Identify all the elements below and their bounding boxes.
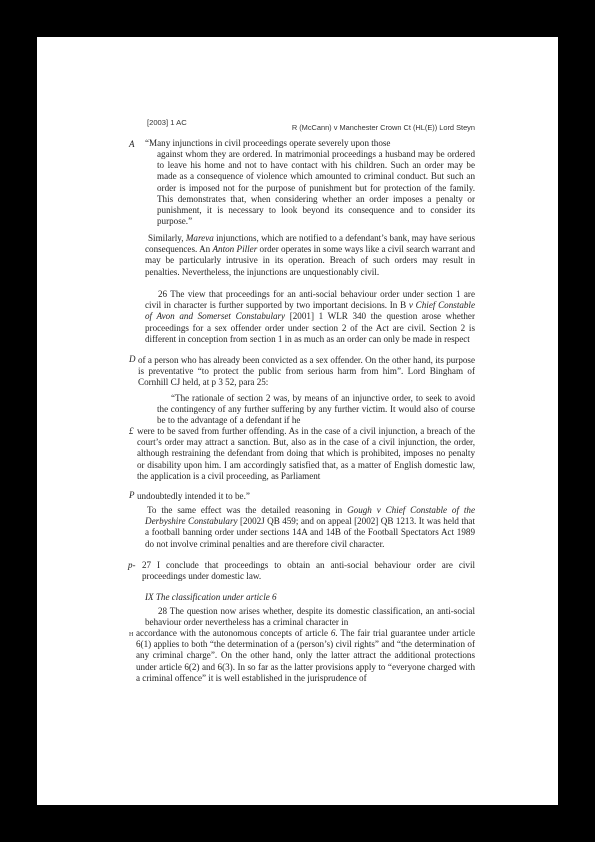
paragraph-27: 27 I conclude that proceedings to obtain an anti-social behaviour order are civil proceedings under domestic law.	[142, 560, 475, 582]
mareva-paragraph: Similarly, Mareva injunctions, which are notified to a defendant’s bank, may have serious consequences. An Anton Piller order operates in some ways like a civil search warrant and may be particularly intrusive in its operation. Breach of such orders may result in penalties. Nevertheless, the injunctions are unquestionably civil.	[145, 233, 475, 277]
quote-2-end: undoubtedly intended it to be.”	[137, 491, 250, 501]
paragraph-26: 26 The view that proceedings for an anti-social behaviour order under section 1 are civil in character is further supported by two important decisions. In B v Chief Constable of Avon and Somerset Constabulary [2001] 1 WLR 340 the question arose whether proceedings for a sex offender order under section 2 of the Act are civil. Section 2 is different in conception from section 1 in as much as an order can only be made in respect	[145, 289, 476, 344]
quote-1-first-line: “Many injunctions in civil proceedings operate severely upon those	[145, 138, 391, 148]
paragraph-28-continued: accordance with the autonomous concepts of article 6. The fair trial guarantee under article 6(1) applies to both “the determination of a (person’s) civil rights” and “the determination of any criminal charge”. On the other hand, only the latter attract the additional protections under article 6(2) and 6(3). In so far as the latter provisions apply to “everyone charged with a criminal offence” it is well established in the jurisprudence of	[136, 628, 476, 683]
paragraph-28-first: 28 The question now arises whether, despite its domestic classification, an anti-social behaviour order nevertheless has a criminal character in	[145, 606, 475, 628]
margin-letter-h: H	[129, 632, 134, 638]
margin-letter-e: £	[129, 426, 134, 436]
header-citation: [2003] 1 AC	[147, 118, 187, 127]
quote-2-continued: were to be saved from further offending. As in the case of a civil injunction, a breach of the court’s order may attract a sanction. But, also as in the case of a civil injunction, the order, although restraining the defendant from doing that which is prohibited, imposes no penalty or disability upon him. I am accordingly satisfied that, as a matter of English domestic law, the application is a civil proceeding, as Parliament	[137, 426, 475, 481]
margin-letter-f: P	[129, 490, 135, 500]
paragraph-26-continued: of a person who has already been convicted as a sex offender. On the other hand, its purpose is preventative “to protect the public from serious harm from him”. Lord Bingham of Cornhill CJ held, at p 3 52, para 25:	[138, 355, 475, 388]
gough-paragraph: To the same effect was the detailed reasoning in Gough v Chief Constable of the Derbyshire Constabulary [2002J QB 459; and on appeal [2002] QB 1213. It was held that a football banning order under sections 14A and 14B of the Football Spectators Act 1989 do not involve criminal penalties and are therefore civil character.	[145, 505, 475, 549]
margin-letter-d: D	[129, 354, 136, 364]
margin-letter-a: A	[129, 139, 135, 149]
quote-1-body: against whom they are ordered. In matrimonial proceedings a husband may be ordered to leave his home and not to have contact with his children. Such an order may be made as a consequence of violence which amounted to criminal conduct. But such an order is imposed not for the purpose of punishment but for protection of the family. This demonstrates that, when considering whether an order imposes a penalty or punishment, it is necessary to look beyond its consequence and to consider its purpose.”	[157, 149, 475, 227]
section-heading-ix: IX The classification under article 6	[145, 592, 277, 602]
quote-2-first-part: “The rationale of section 2 was, by means of an injunctive order, to seek to avoid the contingency of any further suffering by any further victim. It would also of course be to the advantage of a defendant if he	[157, 393, 475, 426]
header-running-title: R (McCann) v Manchester Crown Ct (HL(E)) Lord Steyn	[291, 123, 475, 132]
margin-letter-g: p-	[128, 560, 136, 570]
